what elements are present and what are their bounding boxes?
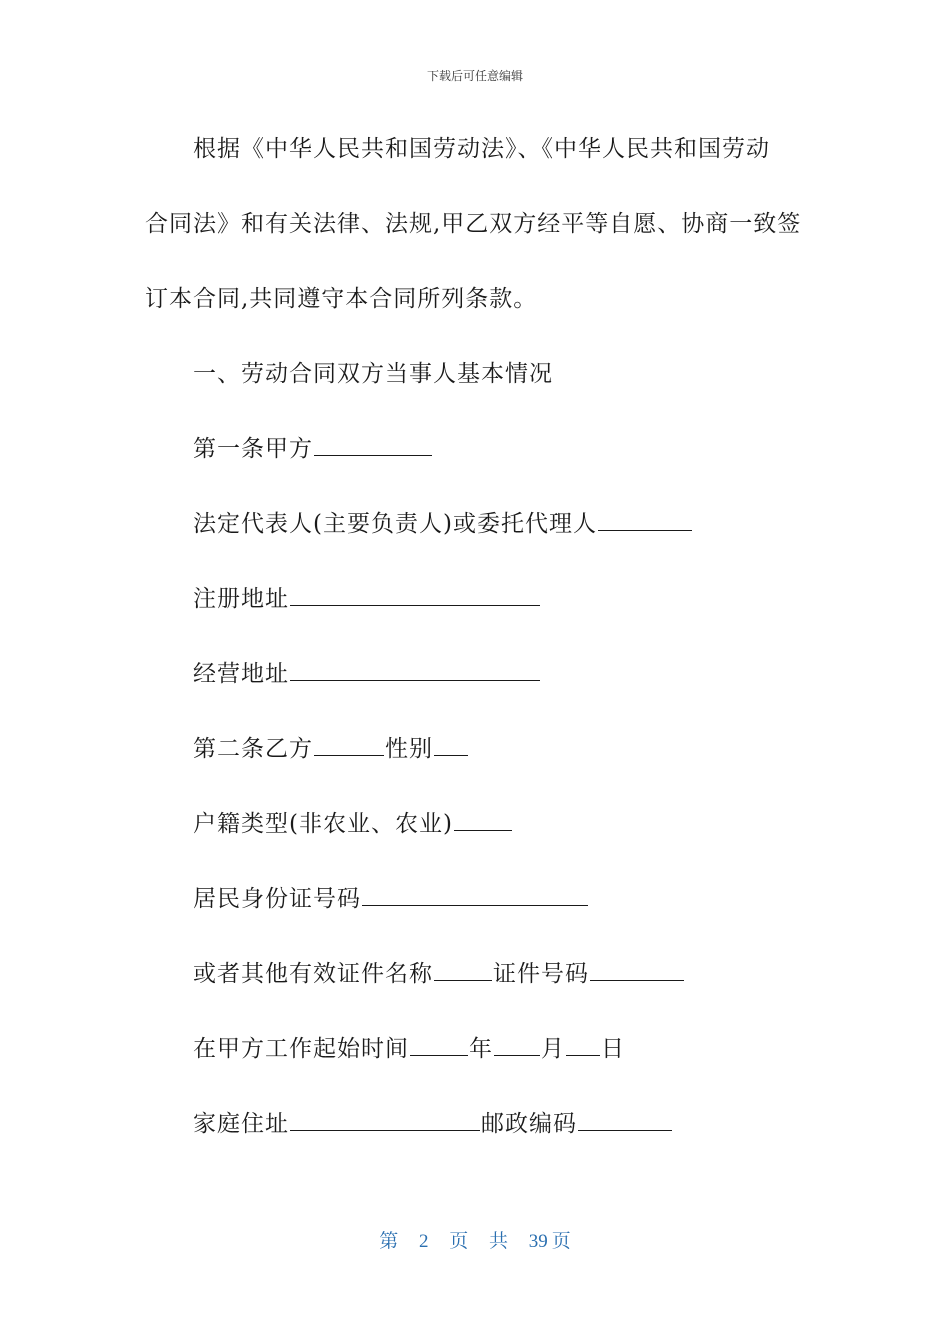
- intro-line-1: 根据《中华人民共和国劳动法》、《中华人民共和国劳动: [193, 136, 770, 162]
- field-label: 或者其他有效证件名称: [193, 961, 433, 987]
- footer-mid1: 页: [449, 1231, 469, 1252]
- field-label: 注册地址: [193, 586, 289, 612]
- field-label: 户籍类型(非农业、农业): [193, 811, 453, 837]
- blank-line: [598, 529, 692, 531]
- field-label: 邮政编码: [481, 1111, 577, 1137]
- blank-line: [454, 829, 512, 831]
- intro-line-2: 合同法》和有关法律、法规,甲乙双方经平等自愿、协商一致签: [145, 211, 802, 237]
- field-label: 经营地址: [193, 661, 289, 687]
- section-heading: 一、劳动合同双方当事人基本情况: [193, 361, 553, 387]
- field-label: 第二条乙方: [193, 736, 313, 762]
- blank-line: [434, 754, 468, 756]
- field-party-a: [193, 430, 433, 463]
- field-household-type: [193, 805, 513, 838]
- field-label: 家庭住址: [193, 1111, 289, 1137]
- blank-line: [494, 1054, 540, 1056]
- blank-line: [434, 979, 492, 981]
- field-label: 证件号码: [493, 961, 589, 987]
- field-label: 法定代表人(主要负责人)或委托代理人: [193, 511, 597, 537]
- blank-line: [290, 679, 540, 681]
- field-party-b: [193, 730, 469, 763]
- field-home-address: [193, 1105, 673, 1138]
- blank-line: [362, 904, 588, 906]
- blank-line: [290, 604, 540, 606]
- blank-line: [314, 754, 384, 756]
- blank-line: [590, 979, 684, 981]
- blank-line: [566, 1054, 600, 1056]
- field-other-id: [193, 955, 685, 988]
- intro-line-3: 订本合同,共同遵守本合同所列条款。: [145, 286, 538, 312]
- field-label: 第一条甲方: [193, 436, 313, 462]
- field-label: 月: [541, 1036, 565, 1062]
- field-start-time: [193, 1030, 625, 1063]
- footer-mid2: 共: [489, 1231, 509, 1252]
- field-label: 居民身份证号码: [193, 886, 361, 912]
- field-biz-address: [193, 655, 541, 688]
- footer-suffix: 页: [551, 1231, 571, 1252]
- blank-line: [578, 1129, 672, 1131]
- blank-line: [410, 1054, 468, 1056]
- field-label: 日: [601, 1036, 625, 1062]
- footer-total-pages: 39: [528, 1231, 548, 1252]
- header-note: 下载后可任意编辑: [426, 69, 523, 83]
- field-label: 年: [469, 1036, 493, 1062]
- blank-line: [314, 454, 432, 456]
- field-label: 在甲方工作起始时间: [193, 1036, 409, 1062]
- field-label: 性别: [385, 736, 433, 762]
- field-legal-rep: [193, 505, 693, 538]
- field-id-number: [193, 880, 589, 913]
- footer-prefix: 第: [379, 1231, 399, 1252]
- footer-page-number: 2: [418, 1231, 429, 1252]
- blank-line: [290, 1129, 480, 1131]
- field-reg-address: [193, 580, 541, 613]
- page-footer: [0, 1226, 950, 1253]
